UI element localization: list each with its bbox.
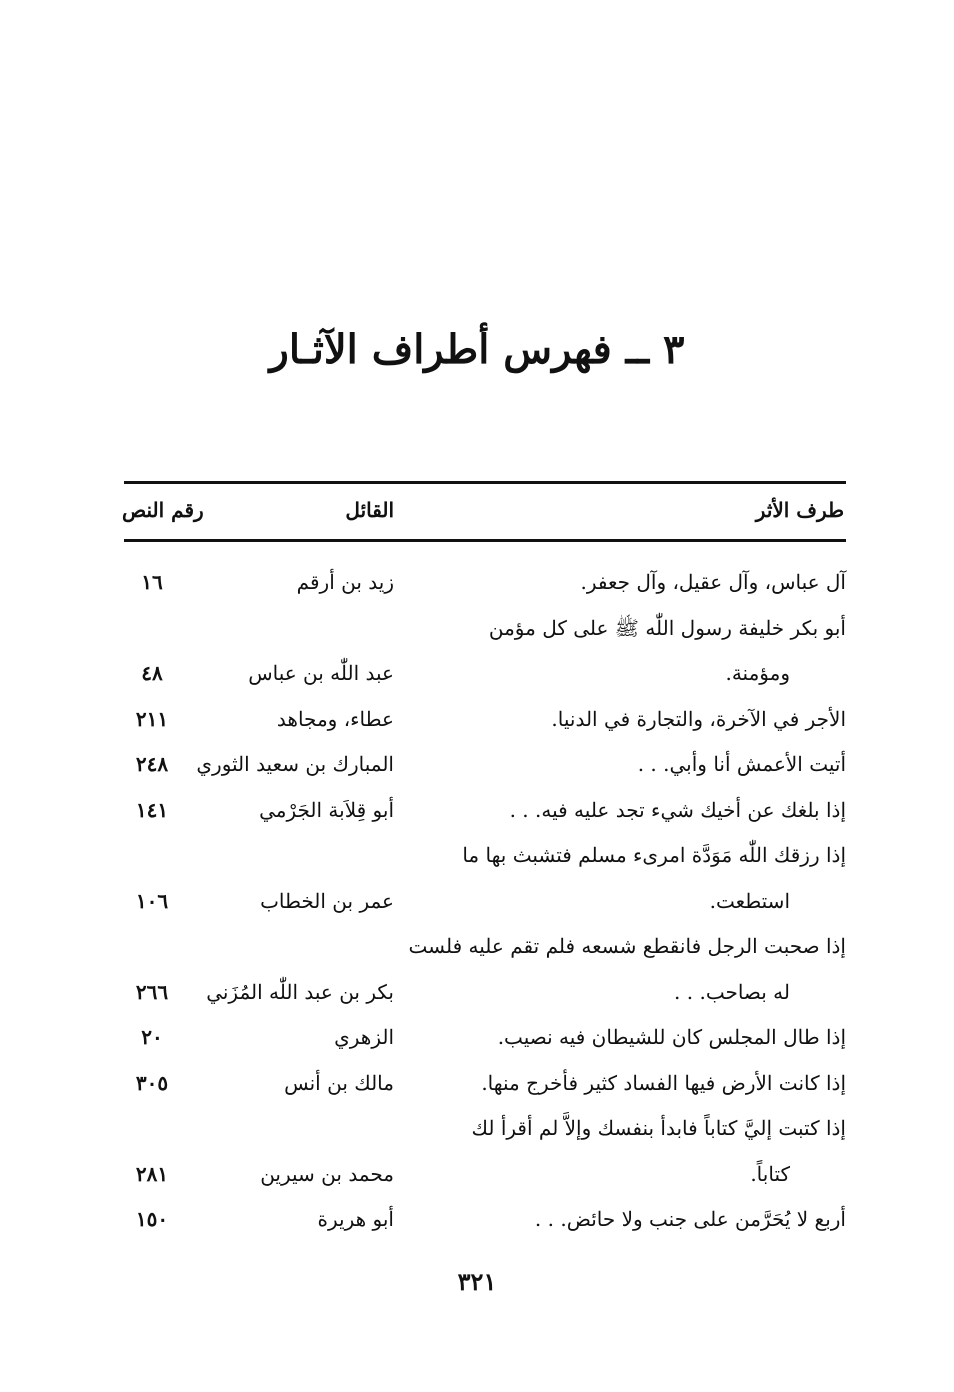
qail-name: بكر بن عبد اللّٰه المُزَني [206, 979, 394, 1004]
text-number: ٢٠ [141, 1025, 163, 1049]
athar-text: أتيت الأعمش أنا وأبي. . . [637, 752, 846, 776]
text-number: ١٥٠ [135, 1207, 169, 1231]
qail-name: أبو هريرة [317, 1207, 394, 1231]
athar-text: إذا طال المجلس كان للشيطان فيه نصيب. [497, 1025, 846, 1049]
qail-name: عبد اللّٰه بن عباس [248, 661, 394, 685]
table-row [0, 924, 954, 970]
table-row [0, 1152, 954, 1198]
table-row [0, 606, 954, 652]
column-header-text-number: رقم النص [122, 498, 204, 522]
table-row [0, 1106, 954, 1152]
athar-text: الأجر في الآخرة، والتجارة في الدنيا. [551, 706, 846, 731]
athar-text: إذا بلغك عن أخيك شيء تجد عليه فيه. . . [509, 797, 846, 822]
column-header-qail: القائل [345, 498, 394, 522]
athar-text: إذا كانت الأرض فيها الفساد كثير فأخرج منها. [481, 1070, 846, 1095]
text-number: ٣٠٥ [135, 1070, 169, 1095]
text-number: ٤٨ [141, 661, 163, 685]
athar-text: إذا رزقك اللّٰه مَوَدَّة امرىء مسلم فتشبث بها ما [462, 843, 846, 867]
text-number: ٢٨١ [135, 1161, 169, 1186]
athar-text: ومؤمنة. [725, 661, 790, 685]
athar-text: استطعت. [709, 888, 790, 913]
table-row [0, 788, 954, 834]
table-row [0, 970, 954, 1016]
text-number: ١٤١ [135, 797, 169, 822]
page-title: ٣ ــ فهرس أطراف الآثـار [269, 326, 685, 373]
table-row [0, 1197, 954, 1243]
column-header-athar: طرف الأثر [755, 498, 844, 522]
text-number: ٢١١ [135, 706, 169, 731]
table-row [0, 1015, 954, 1061]
page-number: ٣٢١ [457, 1267, 497, 1296]
athar-text: أربع لا يُحَرَّمن على جنب ولا حائض. . . [534, 1207, 846, 1231]
athar-text: آل عباس، وآل عقيل، وآل جعفر. [580, 570, 846, 594]
table-row [0, 697, 954, 743]
qail-name: زيد بن أرقم [296, 570, 394, 594]
text-number: ١٠٦ [135, 888, 169, 913]
table-row [0, 879, 954, 925]
qail-name: عطاء، ومجاهد [276, 706, 394, 731]
qail-name: محمد بن سيرين [260, 1161, 394, 1186]
header-top-rule [124, 481, 846, 484]
athar-text: إذا صحبت الرجل فانقطع شسعه فلم تقم عليه فلست [408, 934, 846, 958]
table-row [0, 833, 954, 879]
text-number: ٢٤٨ [135, 752, 169, 776]
text-number: ١٦ [141, 570, 163, 594]
table-row [0, 1061, 954, 1107]
table-row [0, 560, 954, 606]
qail-name: مالك بن أنس [284, 1070, 394, 1095]
qail-name: أبو قِلاَبة الجَرْمي [259, 797, 394, 822]
qail-name: المبارك بن سعيد الثوري [196, 752, 394, 776]
table-header [0, 490, 954, 530]
table-row [0, 742, 954, 788]
qail-name: الزهري [334, 1025, 394, 1049]
index-table-body [0, 560, 954, 1243]
qail-name: عمر بن الخطاب [260, 888, 394, 913]
athar-text: إذا كتبت إليَّ كتاباً فابدأ بنفسك وإلاَّ لم أقرأ لك [471, 1116, 846, 1140]
header-bottom-rule [124, 539, 846, 542]
table-row [0, 651, 954, 697]
athar-text: كتاباً. [750, 1161, 790, 1186]
athar-text: له بصاحب. . . [674, 979, 790, 1004]
text-number: ٢٦٦ [135, 979, 169, 1004]
athar-text: أبو بكر خليفة رسول اللّٰه ﷺ على كل مؤمن [488, 615, 846, 640]
